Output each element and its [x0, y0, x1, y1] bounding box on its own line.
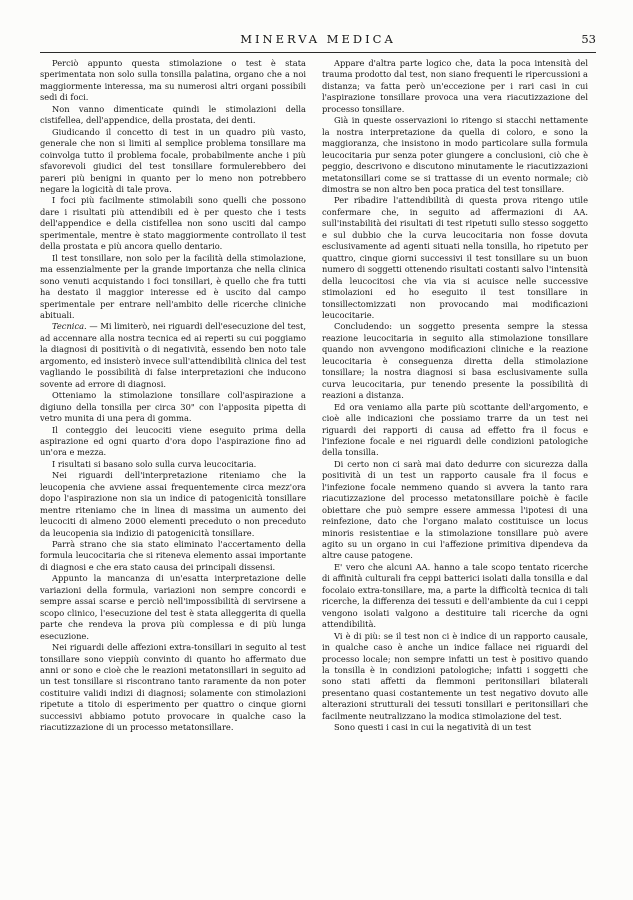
paragraph: Giudicando il concetto di test in un quadro più vasto, generale che non si limiti al semplice problema tonsillare ma coinvolga tutto il problema focale, probabilmente anche i più sfavorevoli giudici del test tonsillare formulerebbero dei pareri più benigni in quanto per lo meno non potrebbero negare la logicità di tale prova. — [40, 126, 306, 194]
paragraph: Perciò appunto questa stimolazione o test è stata sperimentata non solo sulla tonsilla palatina, organo che a noi maggiormente interessa, ma su numerosi altri organi possibili sedi di foci. — [40, 58, 306, 103]
header-rule — [40, 52, 596, 53]
paragraph-text: — Mi limiterò, nei riguardi dell'esecuzione del test, ad accennare alla nostra tecnica ed ai reperti su cui poggiamo la diagnosi di positività o di negatività, essendo ben noto tale argomento, ed insisterò invece sull'attendibilità clinica del test vagliando le possibilità di false interpretazioni che inducono sovente ad errore di diagnosi. — [40, 321, 306, 389]
paragraph: I foci più facilmente stimolabili sono quelli che possono dare i risultati più attendibili ed è per questo che i tests dell'appendice e della cistifellea non sono usciti dal campo sperimentale, mentre è stato maggiormente controllato il test della prostata e più ancora quello dentario. — [40, 195, 306, 252]
paragraph: Di certo non ci sarà mai dato dedurre con sicurezza dalla positività di un test un rapporto causale fra il focus e l'infezione focale nemmeno quando si avvera la tanto rara riacutizzazione del processo metatonsillare poichè è facile obiettare che può sempre essere ammessa l'ipotesi di una reinfezione, dato che l'organo malato costituisce un locus minoris resistentiae e la stimolazione tonsillare può avere agito su un organo in cui l'affezione primitiva dipendeva da altre cause patogene. — [322, 458, 588, 561]
paragraph: I risultati si basano solo sulla curva leucocitaria. — [52, 458, 257, 469]
paragraph: Concludendo: un soggetto presenta sempre la stessa reazione leucocitaria in seguito alla stimolazione tonsillare quando non avvengono modificazioni cliniche e la reazione leucocitaria è conseguenza diretta della stimolazione tonsillare; la nostra diagnosi si basa esclusivamente sulla curva leucocitaria, pur tenendo presente la possibilità di reazioni a distanza. — [322, 321, 588, 401]
paragraph: E' vero che alcuni AA. hanno a tale scopo tentato ricerche di affinità culturali fra ceppi batterici isolati dalla tonsilla e dal focolaio extra-tonsillare, ma, a parte la difficoltà tecnica di tali ricerche, la differenza dei tessuti e dell'ambiente da cui i ceppi vengono isolati valgono a destituire tali ricerche da ogni attendibilità. — [322, 561, 588, 630]
paragraph: Ed ora veniamo alla parte più scottante dell'argomento, e cioè alle indicazioni che possiamo trarre da un test nei riguardi dei rapporti di causa ad effetto fra il focus e l'infezione focale e nei riguardi delle condizioni patologiche della tonsilla. — [322, 401, 588, 458]
paragraph: Non vanno dimenticate quindi le stimolazioni della cistifellea, dell'appendice, della prostata, dei denti. — [40, 103, 306, 126]
page-number: 53 — [581, 32, 596, 46]
paragraph: Il conteggio dei leucociti viene eseguito prima della aspirazione ed ogni quarto d'ora dopo l'aspirazione fino ad un'ora e mezza. — [40, 424, 306, 458]
section-label-tecnica: Tecnica. — [52, 321, 87, 332]
left-column — [40, 58, 306, 734]
paragraph: Sono questi i casi in cui la negatività di un test — [334, 722, 532, 733]
paragraph: Nei riguardi delle affezioni extra-tonsillari in seguito al test tonsillare sono vieppiù convinto di quanto ho affermato due anni or sono e cioè che le reazioni metatonsillari in seguito ad un test tonsillare si riscontrano tanto raramente da non poter costituire validi indizi di diagnosi; solamente con stimolazioni ripetute a titolo di esperimento per quattro o cinque giorni successivi abbiamo potuto provocare in qualche caso la riacutizzazione di un processo metatonsillare. — [40, 642, 306, 733]
paragraph: Parrà strano che sia stato eliminato l'accertamento della formula leucocitaria che si riteneva elemento assai importante di diagnosi e che era stato causa dei principali dissensi. — [40, 539, 306, 572]
running-title: MINERVA MEDICA — [240, 32, 396, 46]
paragraph: Appunto la mancanza di un'esatta interpretazione delle variazioni della formula, variazioni non sempre concordi e sempre assai scarse e perciò nell'impossibilità di servirsene a scopo clinico, l'esecuzione del test è stata alleggerita di quella parte che rendeva la prova più complessa e di più lunga esecuzione. — [40, 573, 306, 641]
paragraph: Il test tonsillare, non solo per la facilità della stimolazione, ma essenzialmente per la grande importanza che nella clinica sono venuti acquistando i foci tonsillari, è quello che fra tutti ha destato il maggior interesse ed è uscito dal campo sperimentale per entrare nell'ambito delle ricerche cliniche abituali. — [40, 252, 306, 320]
page-header — [40, 32, 596, 50]
paragraph: Vi è di più: se il test non ci è indice di un rapporto causale, in qualche caso è anche un indice fallace nei riguardi del processo locale; non sempre infatti un test è positivo quando la tonsilla è in condizioni patologiche; infatti i soggetti che sono stati affetti da flemmoni peritonsillari bilaterali presentano quasi costantemente un test negativo dovuto alle alterazioni strutturali dei tessuti tonsillari e peritonsillari che facilmente neutralizzano la modica stimolazione del test. — [322, 630, 588, 721]
paragraph: Appare d'altra parte logico che, data la poca intensità del trauma prodotto dal test, non siano frequenti le ripercussioni a distanza; va fatta però un'eccezione per i rari casi in cui l'aspirazione tonsillare provoca una vera riacutizzazione del processo tonsillare. — [322, 58, 588, 114]
paragraph: Già in queste osservazioni io ritengo si stacchi nettamente la nostra interpretazione da quella di coloro, e sono la maggioranza, che insistono in modo particolare sulla formula leucocitaria pur senza poter giungere a conclusioni, ciò che è peggio, descrivono e discutono minutamente le riacutizzazioni metatonsillari come se si trattasse di un evento normale; ciò dimostra se non altro ben poca pratica del test tonsillare. — [322, 115, 588, 194]
right-column — [322, 58, 588, 734]
paragraph: Per ribadire l'attendibilità di questa prova ritengo utile confermare che, in seguito ad affermazioni di AA. sull'instabilità dei risultati di test ripetuti sullo stesso soggetto e sul dubbio che la curva leucocitaria non fosse dovuta esclusivamente ad agenti situati nella tonsilla, ho ripetuto per quattro, cinque giorni successivi il test tonsillare su un buon numero di soggetti ottenendo risultati costanti salvo l'intensità della leucocitosi che via via si acuisce nelle successive stimolazioni ed ho eseguito il test tonsillare in tonsillectomizzati non provocando mai modificazioni leucocitarie. — [322, 195, 588, 320]
paragraph: Otteniamo la stimolazione tonsillare coll'aspirazione a digiuno della tonsilla per circa 30" con l'apposita pipetta di vetro munita di una pera di gomma. — [40, 390, 306, 424]
paragraph-tecnica — [40, 321, 306, 390]
paragraph: Nei riguardi dell'interpretazione riteniamo che la leucopenia che avviene assai frequentemente circa mezz'ora dopo l'aspirazione non sia un indice di patogenicità tonsillare mentre riteniamo che in linea di massima un aumento dei leucociti di almeno 2000 elementi preceduto o non preceduto da leucopenia sia indizio di patogenicità tonsillare. — [40, 470, 306, 538]
